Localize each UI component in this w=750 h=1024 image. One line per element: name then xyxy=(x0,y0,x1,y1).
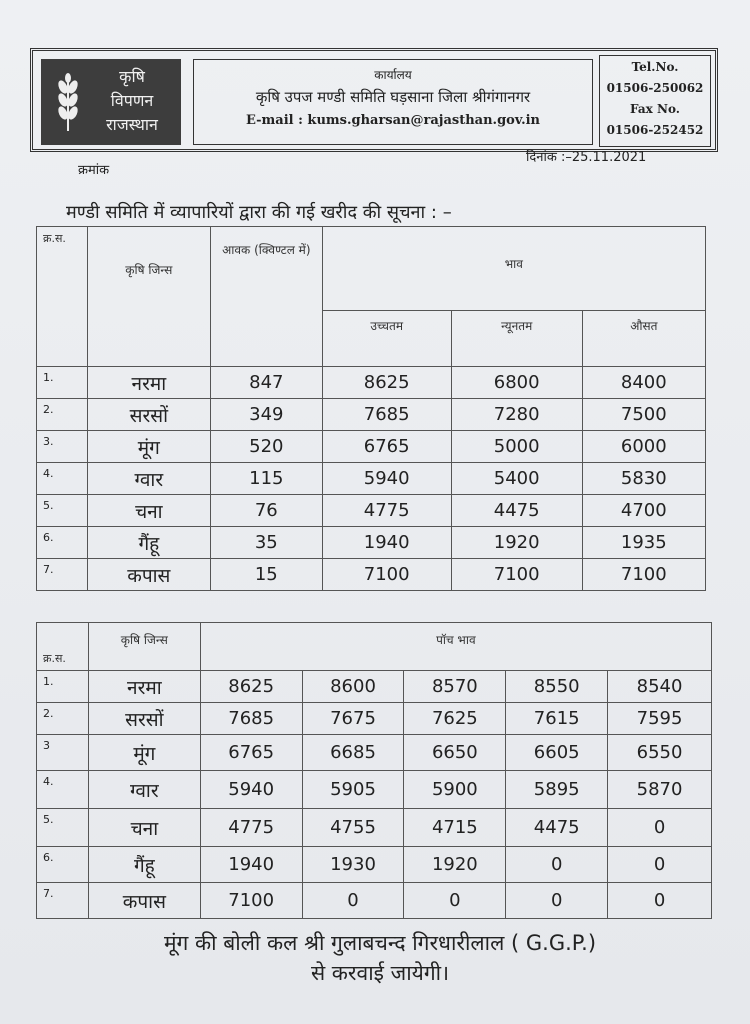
cell-high: 8625 xyxy=(322,367,451,399)
office-label: कार्यालय xyxy=(374,68,412,82)
cell-price: 4775 xyxy=(200,809,302,847)
table-row xyxy=(37,735,712,771)
mandi-logo xyxy=(41,59,181,145)
cell-crop: कपास xyxy=(88,883,200,919)
tel-number: 01506-250062 xyxy=(606,81,704,95)
cell-price: 4475 xyxy=(506,809,608,847)
cell-price: 6685 xyxy=(302,735,404,771)
cell-avg: 6000 xyxy=(582,431,705,463)
office-address xyxy=(193,59,593,145)
table-row xyxy=(37,771,712,809)
cell-crop: सरसों xyxy=(88,703,200,735)
cell-crop: नरमा xyxy=(87,367,210,399)
cell-price: 6550 xyxy=(608,735,712,771)
cell-sn: 5. xyxy=(37,495,88,527)
table-row xyxy=(37,431,706,463)
cell-sn: 2. xyxy=(37,399,88,431)
cell-arrival: 76 xyxy=(210,495,322,527)
cell-price: 0 xyxy=(506,883,608,919)
cell-price: 8570 xyxy=(404,671,506,703)
header-avg: औसत xyxy=(582,311,705,367)
auction-note xyxy=(40,928,720,988)
cell-crop: चना xyxy=(87,495,210,527)
table-row xyxy=(37,367,706,399)
cell-high: 4775 xyxy=(322,495,451,527)
cell-price: 0 xyxy=(608,883,712,919)
logo-line: कृषि xyxy=(119,67,145,86)
cell-price: 7595 xyxy=(608,703,712,735)
cell-price: 4755 xyxy=(302,809,404,847)
header-price: भाव xyxy=(322,227,705,311)
cell-sn: 7. xyxy=(37,883,89,919)
header-low: न्यूनतम xyxy=(451,311,582,367)
cell-low: 6800 xyxy=(451,367,582,399)
cell-arrival: 520 xyxy=(210,431,322,463)
cell-sn: 2. xyxy=(37,703,89,735)
header-sn: क्र.स. xyxy=(37,623,89,671)
cell-high: 7685 xyxy=(322,399,451,431)
table-row xyxy=(37,559,706,591)
cell-sn: 1. xyxy=(37,671,89,703)
fax-label: Fax No. xyxy=(630,102,680,116)
cell-price: 8540 xyxy=(608,671,712,703)
cell-price: 0 xyxy=(404,883,506,919)
table-row xyxy=(37,495,706,527)
cell-sn: 4. xyxy=(37,771,89,809)
auction-note-line: मूंग की बोली कल श्री गुलाबचन्द गिरधारीलाल ( G.G.P.) xyxy=(163,931,597,955)
cell-low: 5400 xyxy=(451,463,582,495)
cell-price: 7675 xyxy=(302,703,404,735)
cell-price: 5900 xyxy=(404,771,506,809)
table-row xyxy=(37,883,712,919)
cell-price: 7685 xyxy=(200,703,302,735)
cell-price: 5895 xyxy=(506,771,608,809)
header-sn: क्र.स. xyxy=(37,227,88,367)
cell-price: 4715 xyxy=(404,809,506,847)
fax-number: 01506-252452 xyxy=(606,123,704,137)
table-row xyxy=(37,809,712,847)
cell-price: 5940 xyxy=(200,771,302,809)
cell-price: 8550 xyxy=(506,671,608,703)
cell-sn: 3. xyxy=(37,431,88,463)
cell-price: 1940 xyxy=(200,847,302,883)
contact-box xyxy=(599,55,711,147)
office-title: कृषि उपज मण्डी समिति घड़साना जिला श्रीगंगानगर xyxy=(255,88,531,106)
cell-price: 5905 xyxy=(302,771,404,809)
wheat-icon xyxy=(55,73,81,133)
cell-sn: 6. xyxy=(37,847,89,883)
cell-crop: मूंग xyxy=(87,431,210,463)
logo-line: विपणन xyxy=(110,91,154,110)
table-row xyxy=(37,527,706,559)
tel-label: Tel.No. xyxy=(631,60,679,74)
logo-line: राजस्थान xyxy=(106,115,158,134)
cell-low: 5000 xyxy=(451,431,582,463)
cell-price: 8625 xyxy=(200,671,302,703)
cell-low: 1920 xyxy=(451,527,582,559)
cell-avg: 7100 xyxy=(582,559,705,591)
header-crop: कृषि जिन्स xyxy=(87,227,210,367)
cell-crop: चना xyxy=(88,809,200,847)
cell-high: 5940 xyxy=(322,463,451,495)
cell-price: 7625 xyxy=(404,703,506,735)
cell-crop: गैंहू xyxy=(87,527,210,559)
cell-high: 1940 xyxy=(322,527,451,559)
table-row xyxy=(37,399,706,431)
cell-crop: ग्वार xyxy=(88,771,200,809)
cell-price: 6605 xyxy=(506,735,608,771)
cell-arrival: 35 xyxy=(210,527,322,559)
cell-low: 7280 xyxy=(451,399,582,431)
cell-price: 7100 xyxy=(200,883,302,919)
cell-arrival: 847 xyxy=(210,367,322,399)
cell-price: 7615 xyxy=(506,703,608,735)
cell-sn: 4. xyxy=(37,463,88,495)
cell-high: 6765 xyxy=(322,431,451,463)
letterhead xyxy=(30,48,718,152)
office-email: E-mail : kums.gharsan@rajasthan.gov.in xyxy=(245,113,541,128)
cell-sn: 7. xyxy=(37,559,88,591)
cell-avg: 7500 xyxy=(582,399,705,431)
cell-avg: 4700 xyxy=(582,495,705,527)
cell-price: 0 xyxy=(506,847,608,883)
cell-price: 8600 xyxy=(302,671,404,703)
five-price-table xyxy=(36,622,712,919)
notice-heading: मण्डी समिति में व्यापारियों द्वारा की गई खरीद की सूचना : – xyxy=(66,202,452,223)
table-row xyxy=(37,847,712,883)
cell-avg: 5830 xyxy=(582,463,705,495)
cell-price: 0 xyxy=(608,809,712,847)
header-high: उच्चतम xyxy=(322,311,451,367)
cell-arrival: 349 xyxy=(210,399,322,431)
cell-avg: 8400 xyxy=(582,367,705,399)
cell-avg: 1935 xyxy=(582,527,705,559)
cell-price: 0 xyxy=(608,847,712,883)
cell-crop: मूंग xyxy=(88,735,200,771)
cell-crop: सरसों xyxy=(87,399,210,431)
table-row xyxy=(37,703,712,735)
cell-price: 5870 xyxy=(608,771,712,809)
cell-sn: 1. xyxy=(37,367,88,399)
header-five-prices: पॉच भाव xyxy=(200,623,711,671)
cell-price: 6765 xyxy=(200,735,302,771)
cell-price: 1930 xyxy=(302,847,404,883)
cell-low: 4475 xyxy=(451,495,582,527)
cell-arrival: 115 xyxy=(210,463,322,495)
cell-crop: गैंहू xyxy=(88,847,200,883)
cell-arrival: 15 xyxy=(210,559,322,591)
cell-sn: 3 xyxy=(37,735,89,771)
reference-number: क्रमांक xyxy=(78,163,110,178)
cell-price: 6650 xyxy=(404,735,506,771)
cell-crop: ग्वार xyxy=(87,463,210,495)
date: दिनांक :–25.11.2021 xyxy=(526,150,647,165)
purchase-table xyxy=(36,226,706,591)
header-arrival: आवक (क्विण्टल में) xyxy=(210,227,322,367)
table-row xyxy=(37,463,706,495)
table-row xyxy=(37,671,712,703)
cell-sn: 5. xyxy=(37,809,89,847)
cell-low: 7100 xyxy=(451,559,582,591)
header-crop: कृषि जिन्स xyxy=(88,623,200,671)
cell-price: 1920 xyxy=(404,847,506,883)
cell-price: 0 xyxy=(302,883,404,919)
cell-high: 7100 xyxy=(322,559,451,591)
cell-crop: कपास xyxy=(87,559,210,591)
auction-note-line: से करवाई जायेगी। xyxy=(310,961,450,985)
cell-crop: नरमा xyxy=(88,671,200,703)
cell-sn: 6. xyxy=(37,527,88,559)
